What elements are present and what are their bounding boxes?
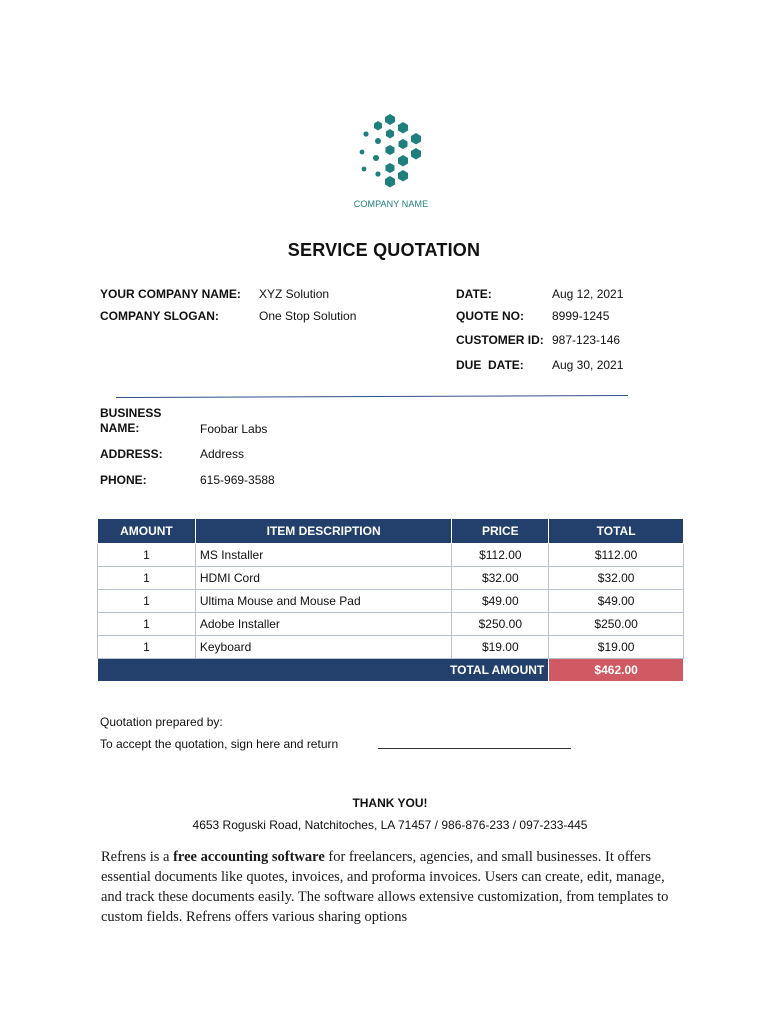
header-amount: AMOUNT	[98, 519, 196, 544]
table-row	[98, 590, 684, 613]
cell-amount: 1	[98, 590, 196, 613]
cell-description: MS Installer	[195, 544, 452, 567]
cell-total: $32.00	[549, 567, 684, 590]
quote-no-label: QUOTE NO:	[456, 309, 524, 323]
table-row	[98, 567, 684, 590]
promo-link[interactable]: free accounting software	[173, 849, 325, 865]
phone-value: 615-969-3588	[200, 473, 275, 487]
cell-total: $49.00	[549, 590, 684, 613]
date-label: DATE:	[456, 287, 492, 301]
due-date-value: Aug 30, 2021	[552, 358, 624, 372]
logo-company-name: COMPANY NAME	[353, 199, 429, 209]
signature-line[interactable]	[378, 748, 571, 749]
company-name-label: YOUR COMPANY NAME:	[100, 287, 241, 301]
company-address: 4653 Roguski Road, Natchitoches, LA 71457 / 986-876-233 / 097-233-445	[192, 818, 588, 832]
promo-text-start: Refrens is a	[101, 849, 174, 865]
cell-description: HDMI Cord	[195, 567, 452, 590]
items-table	[97, 518, 684, 682]
cell-price: $112.00	[452, 544, 549, 567]
header-price: PRICE	[452, 519, 549, 544]
business-name-label-line-1: BUSINESS	[100, 406, 162, 420]
business-name-value: Foobar Labs	[200, 422, 268, 436]
cell-total: $19.00	[549, 636, 684, 659]
date-value: Aug 12, 2021	[552, 287, 624, 301]
cell-description: Adobe Installer	[195, 613, 452, 636]
section-divider	[116, 395, 628, 398]
accept-instructions: To accept the quotation, sign here and return	[100, 737, 339, 751]
company-name-value: XYZ Solution	[259, 287, 330, 301]
total-amount-label: TOTAL AMOUNT	[98, 659, 549, 682]
cell-total: $112.00	[549, 544, 684, 567]
thank-you-text: THANK YOU!	[352, 796, 428, 810]
cell-description: Ultima Mouse and Mouse Pad	[195, 590, 452, 613]
document-title: SERVICE QUOTATION	[287, 240, 481, 260]
address-value: Address	[200, 447, 245, 461]
header-total: TOTAL	[549, 519, 684, 544]
prepared-by-text: Quotation prepared by:	[100, 715, 223, 729]
cell-description: Keyboard	[195, 636, 452, 659]
table-row	[98, 613, 684, 636]
due-date-label: DUE DATE:	[456, 358, 524, 372]
total-amount-value: $462.00	[549, 659, 684, 682]
company-logo-icon	[352, 112, 428, 192]
cell-amount: 1	[98, 567, 196, 590]
phone-label: PHONE:	[100, 473, 147, 487]
customer-id-label: CUSTOMER ID:	[456, 333, 544, 347]
cell-price: $19.00	[452, 636, 549, 659]
total-row	[98, 659, 684, 682]
company-slogan-value: One Stop Solution	[259, 309, 357, 323]
header-item-description: ITEM DESCRIPTION	[195, 519, 452, 544]
table-row	[98, 544, 684, 567]
quote-no-value: 8999-1245	[552, 309, 610, 323]
cell-price: $49.00	[452, 590, 549, 613]
cell-price: $250.00	[452, 613, 549, 636]
promo-paragraph	[101, 847, 681, 927]
promo-text-end: for freelancers, agencies, and small businesses. It offers essential documents like quotes, invoices, and proforma invoices. Users can create, edit, manage, and track these documents easily. The software allows extensive customization, from templates to custom fields. Refrens offers various sharing options	[101, 849, 669, 925]
cell-amount: 1	[98, 544, 196, 567]
business-name-label	[100, 406, 161, 436]
cell-total: $250.00	[549, 613, 684, 636]
table-header-row	[98, 519, 684, 544]
business-name-label-line-2: NAME:	[100, 421, 140, 435]
company-slogan-label: COMPANY SLOGAN:	[100, 309, 219, 323]
table-row	[98, 636, 684, 659]
cell-price: $32.00	[452, 567, 549, 590]
customer-id-value: 987-123-146	[552, 333, 621, 347]
address-label: ADDRESS:	[100, 447, 163, 461]
cell-amount: 1	[98, 613, 196, 636]
cell-amount: 1	[98, 636, 196, 659]
